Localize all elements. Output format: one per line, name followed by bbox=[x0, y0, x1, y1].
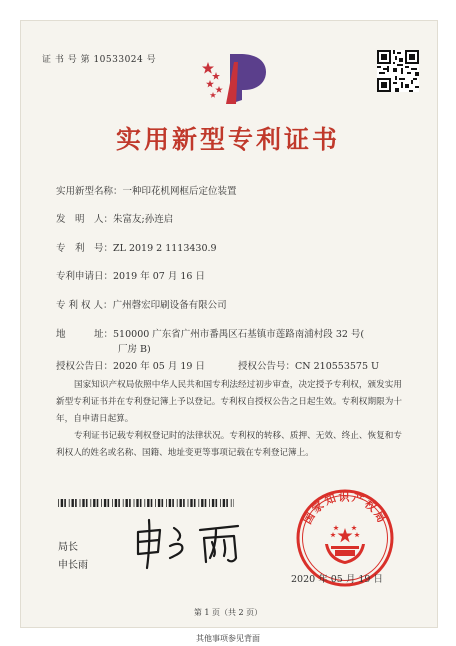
field-patent-holder bbox=[56, 297, 227, 311]
legal-status-paragraph: 专利证书记载专利权登记时的法律状况。专利权的转移、质押、无效、终止、恢复和专利权人的姓名或名称、国籍、地址变更等事项记载在专利登记簿上。 bbox=[56, 431, 402, 458]
field-value: 广州磬宏印刷设备有限公司 bbox=[112, 300, 227, 311]
field-address-line2: 厂房 B) bbox=[118, 344, 151, 355]
field-label: 专 利 号： bbox=[56, 243, 114, 254]
certificate-title: 实用新型专利证书 bbox=[115, 125, 340, 154]
field-value: 朱富友;孙连启 bbox=[113, 214, 174, 225]
field-filing-date bbox=[56, 268, 205, 282]
svg-text:国家知识产权局: 国家知识产权局 bbox=[300, 490, 390, 527]
field-inventors bbox=[56, 211, 173, 225]
certificate-number: 证 书 号 第 10533024 号 bbox=[42, 55, 157, 65]
barcode-icon bbox=[58, 499, 234, 507]
patent-office-logo-icon bbox=[200, 48, 272, 108]
qr-code-icon bbox=[377, 50, 419, 92]
field-grant-date bbox=[56, 358, 205, 372]
field-address bbox=[56, 326, 364, 340]
field-label: 地 址： bbox=[56, 329, 114, 340]
field-patent-number bbox=[56, 240, 217, 254]
field-label: 专利申请日： bbox=[56, 271, 114, 282]
field-label: 实用新型名称： bbox=[56, 186, 123, 197]
field-label: 发 明 人： bbox=[56, 214, 114, 225]
field-label: 授权公告号： bbox=[238, 361, 296, 372]
field-utility-model-name bbox=[56, 183, 237, 197]
field-value: CN 210553575 U bbox=[295, 361, 380, 372]
footer-note: 其他事项参见背面 bbox=[196, 634, 260, 643]
page-number: 第 1 页（共 2 页） bbox=[193, 608, 263, 617]
handwritten-signature bbox=[130, 518, 248, 570]
grant-statement-paragraph: 国家知识产权局依照中华人民共和国专利法经过初步审查，决定授予专利权，颁发实用新型专利证书并在专利登记簿上予以登记。专利权自授权公告之日起生效。专利权期限为十年，自申请日起算。 bbox=[56, 380, 402, 424]
signatory-name: 申长雨 bbox=[58, 560, 88, 571]
field-value: 一种印花机网框后定位装置 bbox=[122, 186, 237, 197]
field-value: ZL 2019 2 1113430.9 bbox=[113, 243, 217, 254]
field-value: 2019 年 07 月 16 日 bbox=[113, 271, 205, 282]
field-label: 专 利 权 人： bbox=[56, 300, 113, 311]
field-value: 510000 广东省广州市番禺区石基镇市莲路南浦村段 32 号( bbox=[113, 329, 365, 340]
field-label: 授权公告日： bbox=[56, 361, 114, 372]
seal-date: 2020 年 05 月 19 日 bbox=[291, 574, 383, 585]
field-grant-number bbox=[238, 358, 379, 372]
field-value: 2020 年 05 月 19 日 bbox=[113, 361, 205, 372]
signatory-title: 局长 bbox=[58, 542, 78, 553]
